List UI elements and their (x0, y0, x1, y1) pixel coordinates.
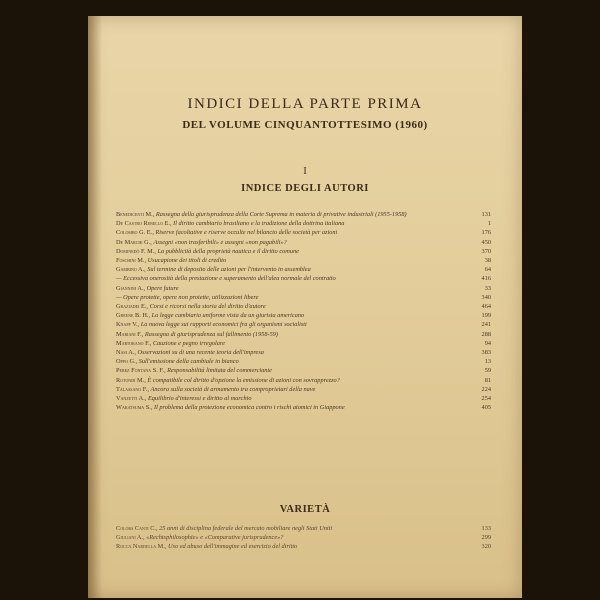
entry-title: — Eccessiva onerosità della prestazione e superamento dell'alea normale del contratto (116, 275, 336, 283)
entry-title: Sul termine di deposito delle azioni per l'intervento in assemblea (147, 266, 311, 274)
entry-text (116, 524, 467, 533)
entry-author: Knapp V., (116, 321, 140, 329)
entry-title: Responsabilità limitata del commerciante (167, 367, 272, 375)
index-entry (116, 284, 491, 293)
entry-title: Rassegna della giurisprudenza della Corte Suprema in materia di privative industriali (1955-1958) (155, 211, 407, 218)
index-entry (116, 357, 491, 366)
entry-author: Benedicenti M., (116, 211, 155, 218)
entry-text (116, 376, 467, 385)
entry-text (116, 284, 467, 293)
entry-title: La pubblicità della proprietà nautica e il diritto comune (157, 247, 299, 255)
entry-title: Usucapione dei titoli di credito (147, 257, 227, 265)
entry-page-number: 383 (481, 349, 491, 357)
index-entry (116, 394, 491, 403)
entry-page-number: 94 (484, 339, 491, 347)
entry-title: Assegni «non trasferibili» e assegni «non pagabili»? (153, 238, 287, 246)
entry-author: De Marchi G., (116, 238, 152, 246)
page-title: INDICI DELLA PARTE PRIMA (187, 96, 423, 112)
section-heading: INDICE DEGLI AUTORI (241, 183, 369, 194)
entry-title: Osservazioni su di una recente teoria dell'impresa (137, 349, 264, 357)
entry-author: De Castro Rebello E., (116, 220, 172, 228)
entry-author: Colombo G. E., (116, 229, 154, 237)
index-entry (116, 533, 491, 542)
entry-title: Il problema della protezione economica contro i rischi atomici in Giappone (153, 404, 345, 412)
page-subtitle: DEL VOLUME CINQUANTOTTESIMO (1960) (182, 119, 428, 131)
index-entry (116, 348, 491, 357)
index-entry (116, 265, 491, 274)
index-entry (116, 274, 491, 283)
entry-title: Corsi e ricorsi nella storia del diritto d'autore (149, 303, 266, 311)
entry-author: Gambino A., (116, 266, 146, 274)
index-entry (116, 366, 491, 375)
index-entry (116, 210, 491, 219)
entry-author: Giannini A., (116, 284, 146, 292)
variety-list (116, 524, 491, 552)
author-index (116, 210, 491, 412)
section-number: I (303, 166, 307, 177)
index-entry (116, 293, 491, 302)
variety-heading: VARIETÀ (279, 504, 331, 515)
entry-title: — Opere protette, opere non protette, utilizzazioni libere (116, 293, 259, 301)
entry-text (116, 238, 467, 247)
index-entry (116, 339, 491, 348)
entry-page-number: 131 (481, 211, 491, 218)
entry-page-number: 450 (481, 238, 491, 246)
index-entry (116, 524, 491, 533)
entry-author: Oppo G., (116, 358, 138, 366)
entry-text (116, 311, 467, 320)
entry-page-number: 176 (481, 229, 491, 237)
index-entry (116, 219, 491, 228)
entry-author: Mariani F., (116, 330, 144, 338)
entry-title: Riserve facoltative e riserve occulte nel bilancio delle società per azioni (155, 229, 338, 237)
entry-author: Talassano F., (116, 385, 149, 393)
entry-page-number: 64 (484, 266, 491, 274)
entry-title: Opere future (146, 284, 179, 292)
entry-title: Sull'emissione della cambiale in bianco (138, 358, 239, 366)
entry-page-number: 38 (484, 257, 491, 265)
entry-text (116, 403, 467, 412)
entry-page-number: 224 (481, 385, 491, 393)
entry-title: «Rechtsphilosophie» e «Comparative jurisprudence»? (146, 534, 284, 542)
index-entry (116, 330, 491, 339)
entry-page-number: 254 (481, 395, 491, 403)
entry-author: Dominedò F. M., (116, 247, 156, 255)
entry-text (116, 320, 467, 329)
entry-text (116, 366, 467, 375)
entry-text (116, 247, 467, 256)
index-entry (116, 403, 491, 412)
entry-page-number: 199 (481, 312, 491, 320)
entry-title: La legge cambiaria uniforme vista da un giurista americano (151, 312, 305, 320)
entry-title: Ancora sulla società di armamento tra comproprietari della nave (150, 385, 316, 393)
index-entry (116, 311, 491, 320)
entry-author: Colors Canti C., (116, 525, 158, 532)
entry-title: Rassegna di giurisprudenza sul fallimento (1958-59) (144, 330, 279, 338)
entry-author: Greene B. H., (116, 312, 151, 320)
entry-page-number: 33 (484, 284, 491, 292)
entry-title: Il diritto cambiario brasiliano e la tradizione della dottrina italiana (173, 220, 345, 228)
entry-page-number: 13 (484, 358, 491, 366)
entry-page-number: 416 (481, 275, 491, 283)
entry-page-number: 133 (481, 525, 491, 532)
index-entry (116, 302, 491, 311)
entry-author: Giuliani A., (116, 534, 145, 542)
entry-text (116, 394, 467, 403)
entry-author: Martorano F., (116, 339, 152, 347)
entry-title: La nuova legge sui rapporti economici fra gli organismi socialisti (140, 321, 307, 329)
entry-author: Vanzetti A., (116, 395, 147, 403)
entry-text (116, 302, 467, 311)
index-entry (116, 542, 491, 551)
entry-page-number: 340 (481, 293, 491, 301)
entry-text (116, 339, 467, 348)
entry-text (116, 274, 467, 283)
document-page (88, 16, 522, 598)
entry-author: Perez Fontana S. F., (116, 367, 166, 375)
entry-page-number: 299 (481, 534, 491, 542)
index-entry (116, 376, 491, 385)
entry-author: Graziadei E., (116, 303, 149, 311)
entry-page-number: 59 (484, 367, 491, 375)
index-entry (116, 256, 491, 265)
entry-page-number: 464 (481, 303, 491, 311)
entry-text (116, 542, 467, 551)
entry-author: Rotondi M., (116, 376, 146, 384)
entry-page-number: 370 (481, 247, 491, 255)
entry-author: Rocca Nardella M., (116, 543, 167, 551)
entry-page-number: 405 (481, 404, 491, 412)
entry-text (116, 293, 467, 302)
entry-text (116, 385, 467, 394)
entry-text (116, 219, 467, 228)
entry-page-number: 241 (481, 321, 491, 329)
entry-title: 25 anni di disciplina federale del mercato mobiliare negli Stati Uniti (159, 525, 333, 532)
entry-page-number: 288 (481, 330, 491, 338)
index-entry (116, 320, 491, 329)
entry-text (116, 348, 467, 357)
entry-text (116, 330, 467, 339)
entry-title: Cauzione e pegno irregolare (152, 339, 225, 347)
entry-author: Nasi A., (116, 349, 136, 357)
index-entry (116, 238, 491, 247)
entry-text (116, 256, 467, 265)
entry-title: È compatibile col diritto d'opzione la emissione di azioni con sovrapprezzo? (147, 376, 340, 384)
entry-page-number: 1 (487, 220, 491, 228)
entry-page-number: 320 (481, 543, 491, 551)
entry-text (116, 533, 467, 542)
entry-text (116, 210, 467, 219)
entry-author: Foschini M., (116, 257, 147, 265)
entry-title: Equilibrio d'interessi e diritto al marchio (147, 395, 252, 403)
entry-page-number: 81 (484, 376, 491, 384)
index-entry (116, 228, 491, 237)
entry-author: Wakatsuma S., (116, 404, 153, 412)
index-entry (116, 385, 491, 394)
entry-text (116, 357, 467, 366)
index-entry (116, 247, 491, 256)
entry-text (116, 265, 467, 274)
entry-title: Uso ed abuso dell'immagine ed esercizio del diritto (168, 543, 298, 551)
entry-text (116, 228, 467, 237)
